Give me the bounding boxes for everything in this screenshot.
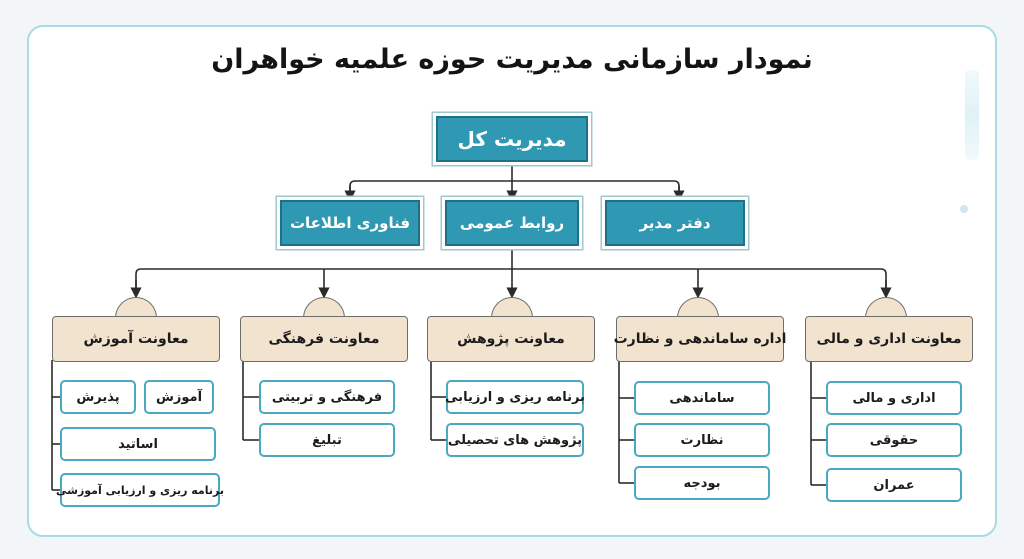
unit-label: برنامه ریزی و ارزیابی آموزشی xyxy=(56,483,224,497)
it-box xyxy=(280,200,420,246)
unit-admin-general xyxy=(826,381,962,415)
unit-label: آموزش xyxy=(155,389,203,405)
general-management-label: مدیریت کل xyxy=(457,127,567,151)
director-office-box xyxy=(605,200,745,246)
unit-organization-supervision xyxy=(634,423,770,457)
unit-label: پذیرش xyxy=(76,389,120,405)
unit-label: اداری و مالی xyxy=(852,390,936,406)
general-management-box xyxy=(436,116,588,162)
unit-label: نظارت xyxy=(680,432,724,448)
dept-education xyxy=(52,316,220,362)
unit-education-professors xyxy=(60,427,216,461)
dept-organization-label: اداره ساماندهی و نظارت xyxy=(613,331,787,347)
unit-admin-construction xyxy=(826,468,962,502)
unit-culture-cultural xyxy=(259,380,395,414)
unit-admin-legal xyxy=(826,423,962,457)
unit-label: ساماندهی xyxy=(669,390,735,406)
unit-research-planning xyxy=(446,380,584,414)
dept-admin-finance-label: معاونت اداری و مالی xyxy=(816,331,962,347)
dept-organization xyxy=(613,316,787,362)
it-label: فناوری اطلاعات xyxy=(289,214,411,232)
unit-label: فرهنگی و تربیتی xyxy=(271,389,383,405)
unit-label: پژوهش های تحصیلی xyxy=(447,432,583,448)
director-office-label: دفتر مدیر xyxy=(639,214,711,232)
dept-research-label: معاونت پژوهش xyxy=(457,331,565,347)
unit-label: برنامه ریزی و ارزیابی xyxy=(445,389,585,405)
unit-label: اساتید xyxy=(118,436,158,452)
unit-label: حقوقی xyxy=(869,432,919,448)
dept-culture-label: معاونت فرهنگی xyxy=(268,331,380,347)
unit-culture-propagation xyxy=(259,423,395,457)
unit-research-academic xyxy=(446,423,584,457)
unit-organization-arrangement xyxy=(634,381,770,415)
dept-education-label: معاونت آموزش xyxy=(83,331,189,347)
public-relations-label: روابط عمومی xyxy=(459,214,565,232)
unit-label: تبلیغ xyxy=(312,432,342,448)
unit-organization-budget xyxy=(634,466,770,500)
unit-education-admission xyxy=(60,380,136,414)
unit-label: عمران xyxy=(873,477,915,493)
chart-title: نمودار سازمانی مدیریت حوزه علمیه خواهران xyxy=(211,44,813,75)
unit-education-training xyxy=(144,380,214,414)
dept-culture xyxy=(240,316,408,362)
unit-education-planning xyxy=(56,473,224,507)
dept-research xyxy=(427,316,595,362)
public-relations-box xyxy=(445,200,579,246)
dept-admin-finance xyxy=(805,316,973,362)
unit-label: بودجه xyxy=(683,475,721,491)
